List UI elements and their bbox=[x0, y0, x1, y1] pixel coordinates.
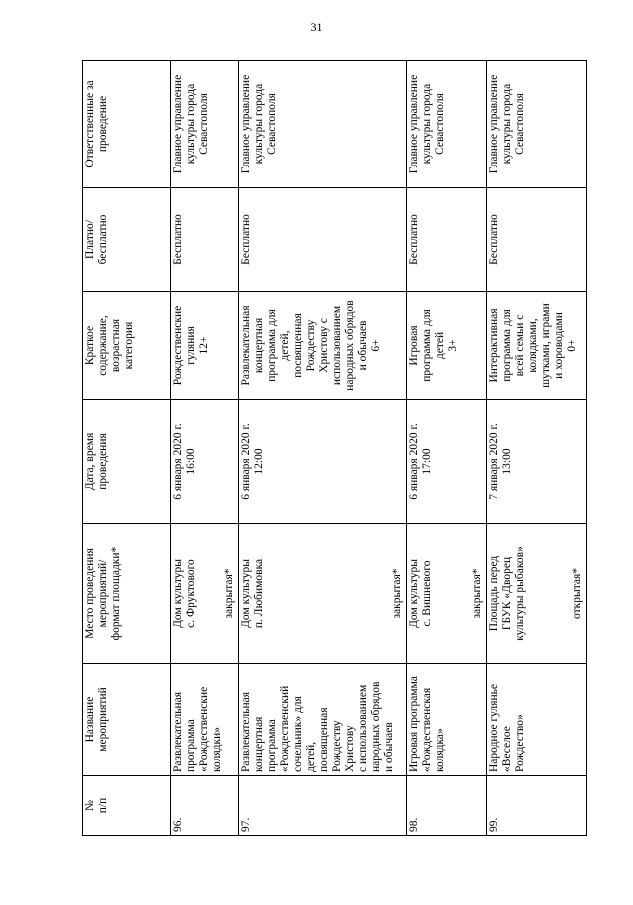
row-date: 6 января 2020 г. 16:00 bbox=[171, 400, 239, 524]
row-responsible: Главное управление культуры города Севастополя bbox=[487, 61, 587, 188]
row-paid: Бесплатно bbox=[171, 188, 239, 292]
row-date: 7 января 2020 г. 13:00 bbox=[487, 400, 587, 524]
row-format: закрытая* bbox=[391, 568, 403, 619]
row-paid: Бесплатно bbox=[487, 188, 587, 292]
row-summary: Интерактивная программа для всей семьи с колядками, шутками, играми и хороводами 0+ bbox=[487, 292, 587, 400]
table-row bbox=[171, 61, 239, 836]
header-date: Дата, время проведения bbox=[83, 400, 171, 524]
header-num: № п/п bbox=[83, 776, 171, 836]
row-date: 6 января 2020 г. 17:00 bbox=[407, 400, 487, 524]
row-format: закрытая* bbox=[471, 568, 483, 619]
page-number: 31 bbox=[310, 20, 323, 34]
header-paid: Платно/ бесплатно bbox=[83, 188, 171, 292]
row-place: Дом культуры п. Любимовка закрытая* bbox=[239, 524, 407, 664]
row-responsible: Главное управление культуры города Севастополя bbox=[171, 61, 239, 188]
row-responsible: Главное управление культуры города Севастополя bbox=[407, 61, 487, 188]
row-paid: Бесплатно bbox=[407, 188, 487, 292]
header-name: Название мероприятий bbox=[83, 664, 171, 776]
row-num: 99. bbox=[487, 776, 587, 836]
row-summary: Рождественские гуляния 12+ bbox=[171, 292, 239, 400]
row-paid: Бесплатно bbox=[239, 188, 407, 292]
header-responsible: Ответственные за проведение bbox=[83, 61, 171, 188]
row-place: Дом культуры с. Фруктового закрытая* bbox=[171, 524, 239, 664]
row-name: Игровая программа «Рождественская колядка» bbox=[407, 664, 487, 776]
row-summary: Игровая программа для детей 3+ bbox=[407, 292, 487, 400]
row-num: 98. bbox=[407, 776, 487, 836]
row-num: 97. bbox=[239, 776, 407, 836]
table-row bbox=[239, 61, 407, 836]
events-table-rotated bbox=[82, 61, 587, 836]
row-name: Развлекательная концертная программа «Рождественский сочельник» для детей, посвященная Рождеству Христову с использованием народных обрядов и обычаев bbox=[239, 664, 407, 776]
table-row bbox=[407, 61, 487, 836]
row-date: 6 января 2020 г. 12:00 bbox=[239, 400, 407, 524]
row-place: Площадь перед ГБУК «Дворец культуры рыбаков» открытая* bbox=[487, 524, 587, 664]
row-num: 96. bbox=[171, 776, 239, 836]
header-summary: Краткое содержание, возрастная категория bbox=[83, 292, 171, 400]
row-format: открытая* bbox=[571, 568, 583, 619]
row-responsible: Главное управление культуры города Севастополя bbox=[239, 61, 407, 188]
table-row bbox=[487, 61, 587, 836]
row-place: Дом культуры с. Вишневого закрытая* bbox=[407, 524, 487, 664]
row-format: закрытая* bbox=[223, 568, 235, 619]
row-name: Народное гулянье «Веселое Рождество» bbox=[487, 664, 587, 776]
header-place: Место проведения мероприятий/ формат площадки* bbox=[83, 524, 171, 664]
header-row bbox=[83, 61, 171, 836]
events-table bbox=[82, 60, 587, 836]
row-name: Развлекательная программа «Рождественские колядки» bbox=[171, 664, 239, 776]
row-summary: Развлекательная концертная программа для детей, посвященная Рождеству Христову с использованием народных обрядов и обычаев 6+ bbox=[239, 292, 407, 400]
